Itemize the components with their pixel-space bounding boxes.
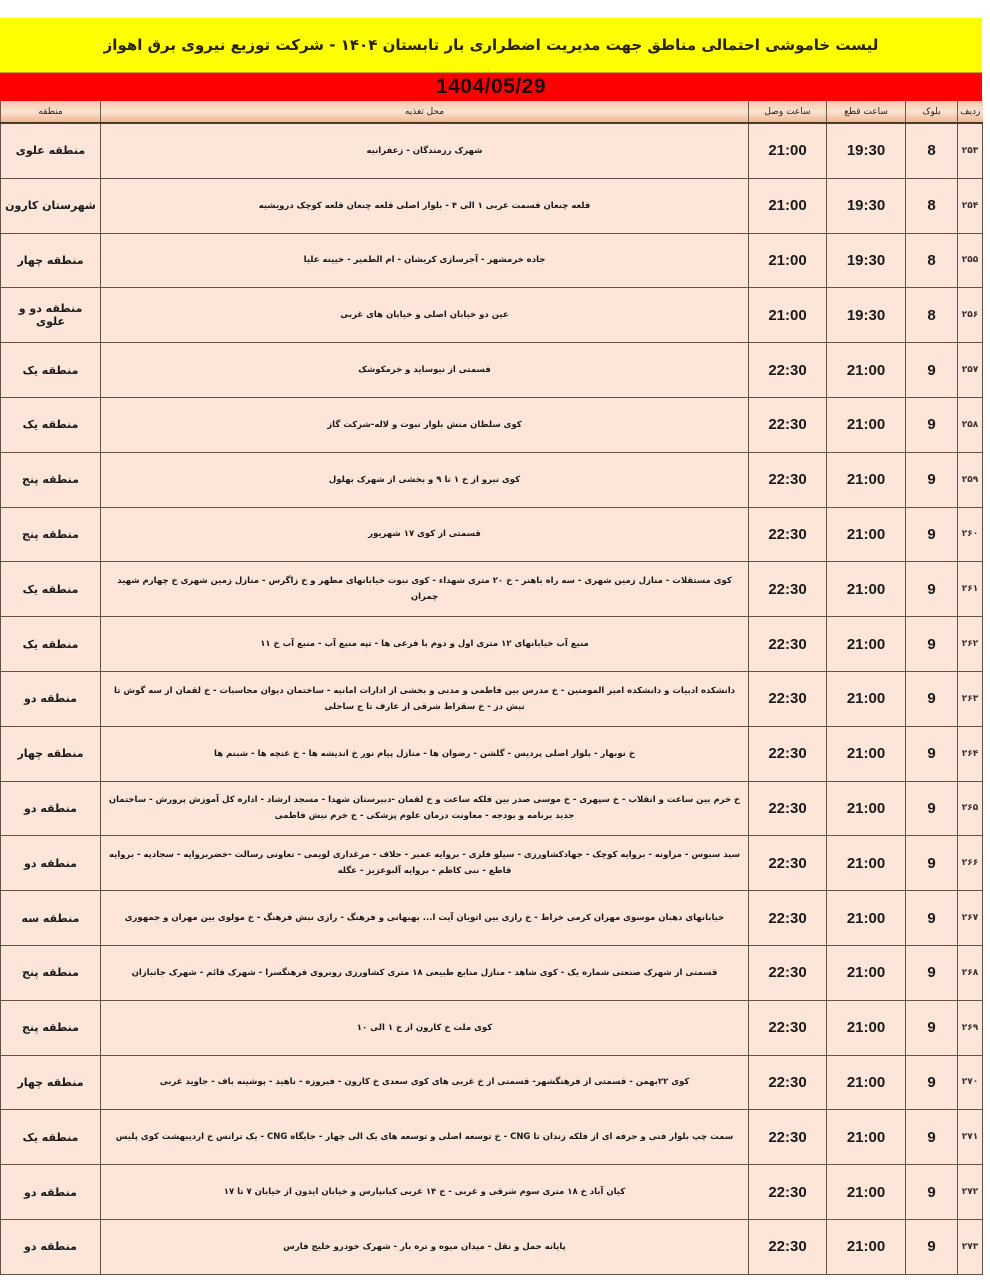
region: منطقه یک [1,617,101,672]
connect-time: 22:30 [749,671,827,726]
connect-time: 22:30 [749,891,827,946]
region: منطقه چهار [1,1055,101,1110]
cut-time: 21:00 [827,836,906,891]
cut-time: 19:30 [827,178,906,233]
region: منطقه دو [1,1219,101,1274]
feeder-location: خیابانهای دهبان موسوی مهران کرمی خراط - خ رازی بین اتوبان آیت ا... بهبهانی و فرهنگ - رازی نبش فرهنگ - خ مولوی بین مهران و جمهوری [101,891,749,946]
cut-time: 21:00 [827,671,906,726]
feeder-location: سمت چپ بلوار فنی و حرفه ای از فلکه زندان تا CNG - خ توسعه اصلی و توسعه های یک الی چهار - جایگاه CNG - یک ترانس خ اردیبهشت کوی پلیس [101,1110,749,1165]
block-number: 9 [906,397,958,452]
table-row [1,671,983,726]
cut-time: 19:30 [827,233,906,288]
cut-time: 21:00 [827,1219,906,1274]
row-number: ۲۶۳ [958,671,983,726]
feeder-location: کیان آباد خ ۱۸ متری سوم شرقی و غربی - خ ۱۴ غربی کیانپارس و خیابان ایدون از خیابان ۷ تا ۱۷ [101,1165,749,1220]
connect-time: 22:30 [749,562,827,617]
block-number: 8 [906,288,958,343]
block-number: 9 [906,891,958,946]
connect-time: 22:30 [749,507,827,562]
table-row [1,836,983,891]
region: منطقه علوی [1,123,101,178]
row-number: ۲۵۴ [958,178,983,233]
feeder-location: قسمتی از نیوساید و خرمکوشک [101,343,749,398]
cut-time: 21:00 [827,781,906,836]
cut-time: 21:00 [827,726,906,781]
feeder-location: کوی مستقلات - منازل زمین شهری - سه راه باهنر - خ ۲۰ متری شهداء - کوی نبوت خیابانهای مطهر و خ زاگرس - منازل زمین شهری خ چهارم شهید چمران [101,562,749,617]
row-number: ۲۵۸ [958,397,983,452]
table-row [1,891,983,946]
region: منطقه یک [1,343,101,398]
connect-time: 22:30 [749,1219,827,1274]
cut-time: 21:00 [827,397,906,452]
feeder-location: قلعه چنعان قسمت غربی ۱ الی ۴ - بلوار اصلی قلعه چنعان قلعه کوچک درویشیه [101,178,749,233]
feeder-location: کوی سلطان منش بلوار نبوت و لاله-شرکت گاز [101,397,749,452]
block-number: 9 [906,1055,958,1110]
feeder-location: جاده خرمشهر - آجرسازی کریشان - ام الطمیر - خیینه علیا [101,233,749,288]
feeder-location: عین دو خیابان اصلی و خیابان های غربی [101,288,749,343]
cut-time: 21:00 [827,945,906,1000]
table-row [1,1219,983,1274]
table-row [1,233,983,288]
region: منطقه یک [1,562,101,617]
cut-time: 21:00 [827,617,906,672]
table-row [1,343,983,398]
header-region: منطقه [1,101,101,123]
cut-time: 21:00 [827,1110,906,1165]
block-number: 9 [906,1110,958,1165]
region: منطقه دو [1,836,101,891]
connect-time: 22:30 [749,1000,827,1055]
block-number: 9 [906,945,958,1000]
table-row [1,726,983,781]
block-number: 9 [906,1165,958,1220]
row-number: ۲۶۶ [958,836,983,891]
row-number: ۲۶۰ [958,507,983,562]
block-number: 9 [906,726,958,781]
row-number: ۲۷۳ [958,1219,983,1274]
outage-table [0,101,983,1275]
block-number: 9 [906,671,958,726]
block-number: 8 [906,123,958,178]
header-cut-time: ساعت قطع [827,101,906,123]
region: منطقه چهار [1,233,101,288]
region: منطقه چهار [1,726,101,781]
row-number: ۲۶۱ [958,562,983,617]
connect-time: 22:30 [749,1110,827,1165]
header-connect-time: ساعت وصل [749,101,827,123]
connect-time: 21:00 [749,178,827,233]
row-number: ۲۶۵ [958,781,983,836]
feeder-location: کوی ۲۲بهمن - قسمتی از فرهنگشهر- قسمتی از خ غربی های کوی سعدی خ کارون - فیروزه - ناهید - پوشینه باف - جاوید غربی [101,1055,749,1110]
cut-time: 21:00 [827,1055,906,1110]
table-row [1,617,983,672]
cut-time: 21:00 [827,343,906,398]
table-row [1,452,983,507]
region: منطقه دو [1,1165,101,1220]
connect-time: 22:30 [749,781,827,836]
cut-time: 21:00 [827,1165,906,1220]
feeder-location: قسمتی از کوی ۱۷ شهریور [101,507,749,562]
feeder-location: کوی نیرو از خ ۱ تا ۹ و بخشی از شهرک بهلول [101,452,749,507]
feeder-location: سید سبوس - مراونه - بروایه کوچک - جهادکشاورزی - سیلو فلزی - بروایه عمیر - حلاف - مرغداری لویمی - تعاونی رسالت -خضربروایه - سجادیه - بروایه قاطع - نبی کاظم - بروایه آلبوعزیز - عگله [101,836,749,891]
region: منطقه سه [1,891,101,946]
row-number: ۲۶۲ [958,617,983,672]
block-number: 9 [906,507,958,562]
table-row [1,562,983,617]
block-number: 9 [906,1000,958,1055]
row-number: ۲۷۰ [958,1055,983,1110]
row-number: ۲۶۸ [958,945,983,1000]
cut-time: 21:00 [827,452,906,507]
feeder-location: پایانه حمل و نقل - میدان میوه و تره بار - شهرک خودرو خلیج فارس [101,1219,749,1274]
row-number: ۲۶۴ [958,726,983,781]
cut-time: 21:00 [827,507,906,562]
connect-time: 22:30 [749,1165,827,1220]
table-row [1,288,983,343]
cut-time: 21:00 [827,562,906,617]
feeder-location: منبع آب خیابانهای ۱۲ متری اول و دوم با فرعی ها - تپه منبع آب - منبع آب خ ۱۱ [101,617,749,672]
block-number: 9 [906,452,958,507]
connect-time: 22:30 [749,617,827,672]
header-block: بلوک [906,101,958,123]
region: منطقه پنج [1,452,101,507]
schedule-date: 1404/05/29 [435,75,547,98]
header-location: محل تغذیه [101,101,749,123]
connect-time: 22:30 [749,726,827,781]
connect-time: 22:30 [749,836,827,891]
region: منطقه پنج [1,1000,101,1055]
region: منطقه دو [1,781,101,836]
table-row [1,507,983,562]
feeder-location: دانشکده ادبیات و دانشکده امیر المومنین - خ مدرس بین فاطمی و مدنی و بخشی از ادارات امانیه - ساختمان دیوان محاسبات - خ لقمان از سه گوش تا نبش دز - خ سقراط شرقی از عارف تا ج ساحلی [101,671,749,726]
table-row [1,1110,983,1165]
block-number: 9 [906,781,958,836]
connect-time: 21:00 [749,233,827,288]
block-number: 9 [906,617,958,672]
connect-time: 22:30 [749,1055,827,1110]
region: منطقه یک [1,1110,101,1165]
region: منطقه پنج [1,945,101,1000]
table-row [1,1000,983,1055]
block-number: 9 [906,343,958,398]
row-number: ۲۵۷ [958,343,983,398]
region: شهرستان کارون [1,178,101,233]
date-banner [0,73,982,101]
block-number: 8 [906,233,958,288]
feeder-location: خ خرم بین ساعت و انقلاب - خ سپهری - خ موسی صدر بین فلکه ساعت و خ لقمان -دبیرستان شهدا - مسجد ارشاد - اداره کل آموزش پرورش - ساختمان جدید برنامه و بودجه - معاونت درمان علوم پزشکی - خ خرم نبش فاطمی [101,781,749,836]
feeder-location: کوی ملت خ کارون از خ ۱ الی ۱۰ [101,1000,749,1055]
table-row [1,178,983,233]
table-row [1,781,983,836]
feeder-location: خ نوبهار - بلوار اصلی پردیس - گلشن - رضوان ها - منازل پیام نور خ اندیشه ها - خ غنچه ها - شبنم ها [101,726,749,781]
table-row [1,1165,983,1220]
block-number: 9 [906,836,958,891]
cut-time: 21:00 [827,891,906,946]
connect-time: 21:00 [749,123,827,178]
table-row [1,1055,983,1110]
connect-time: 22:30 [749,343,827,398]
region: منطقه یک [1,397,101,452]
table-header-row [1,101,983,123]
table-row [1,397,983,452]
row-number: ۲۷۱ [958,1110,983,1165]
block-number: 9 [906,562,958,617]
header-row-number: ردیف [958,101,983,123]
row-number: ۲۶۹ [958,1000,983,1055]
row-number: ۲۷۲ [958,1165,983,1220]
row-number: ۲۵۵ [958,233,983,288]
connect-time: 21:00 [749,288,827,343]
row-number: ۲۶۷ [958,891,983,946]
row-number: ۲۵۶ [958,288,983,343]
connect-time: 22:30 [749,397,827,452]
connect-time: 22:30 [749,945,827,1000]
table-row [1,123,983,178]
title-banner [0,18,982,73]
feeder-location: شهرک رزمندگان - زعفرانیه [101,123,749,178]
block-number: 8 [906,178,958,233]
cut-time: 19:30 [827,123,906,178]
cut-time: 21:00 [827,1000,906,1055]
feeder-location: قسمتی از شهرک صنعتی شماره یک - کوی شاهد - منازل منابع طبیعی ۱۸ متری کشاورزی روبروی فرهنگسرا - شهرک قائم - شهرک جانبازان [101,945,749,1000]
cut-time: 19:30 [827,288,906,343]
region: منطقه دو [1,671,101,726]
row-number: ۲۵۹ [958,452,983,507]
row-number: ۲۵۳ [958,123,983,178]
table-row [1,945,983,1000]
document-title: لیست خاموشی احتمالی مناطق جهت مدیریت اضطراری بار تابستان ۱۴۰۴ - شرکت توزیع نیروی برق اهواز [103,36,879,54]
block-number: 9 [906,1219,958,1274]
region: منطقه دو و علوی [1,288,101,343]
region: منطقه پنج [1,507,101,562]
outage-schedule-sheet [0,18,982,1275]
connect-time: 22:30 [749,452,827,507]
